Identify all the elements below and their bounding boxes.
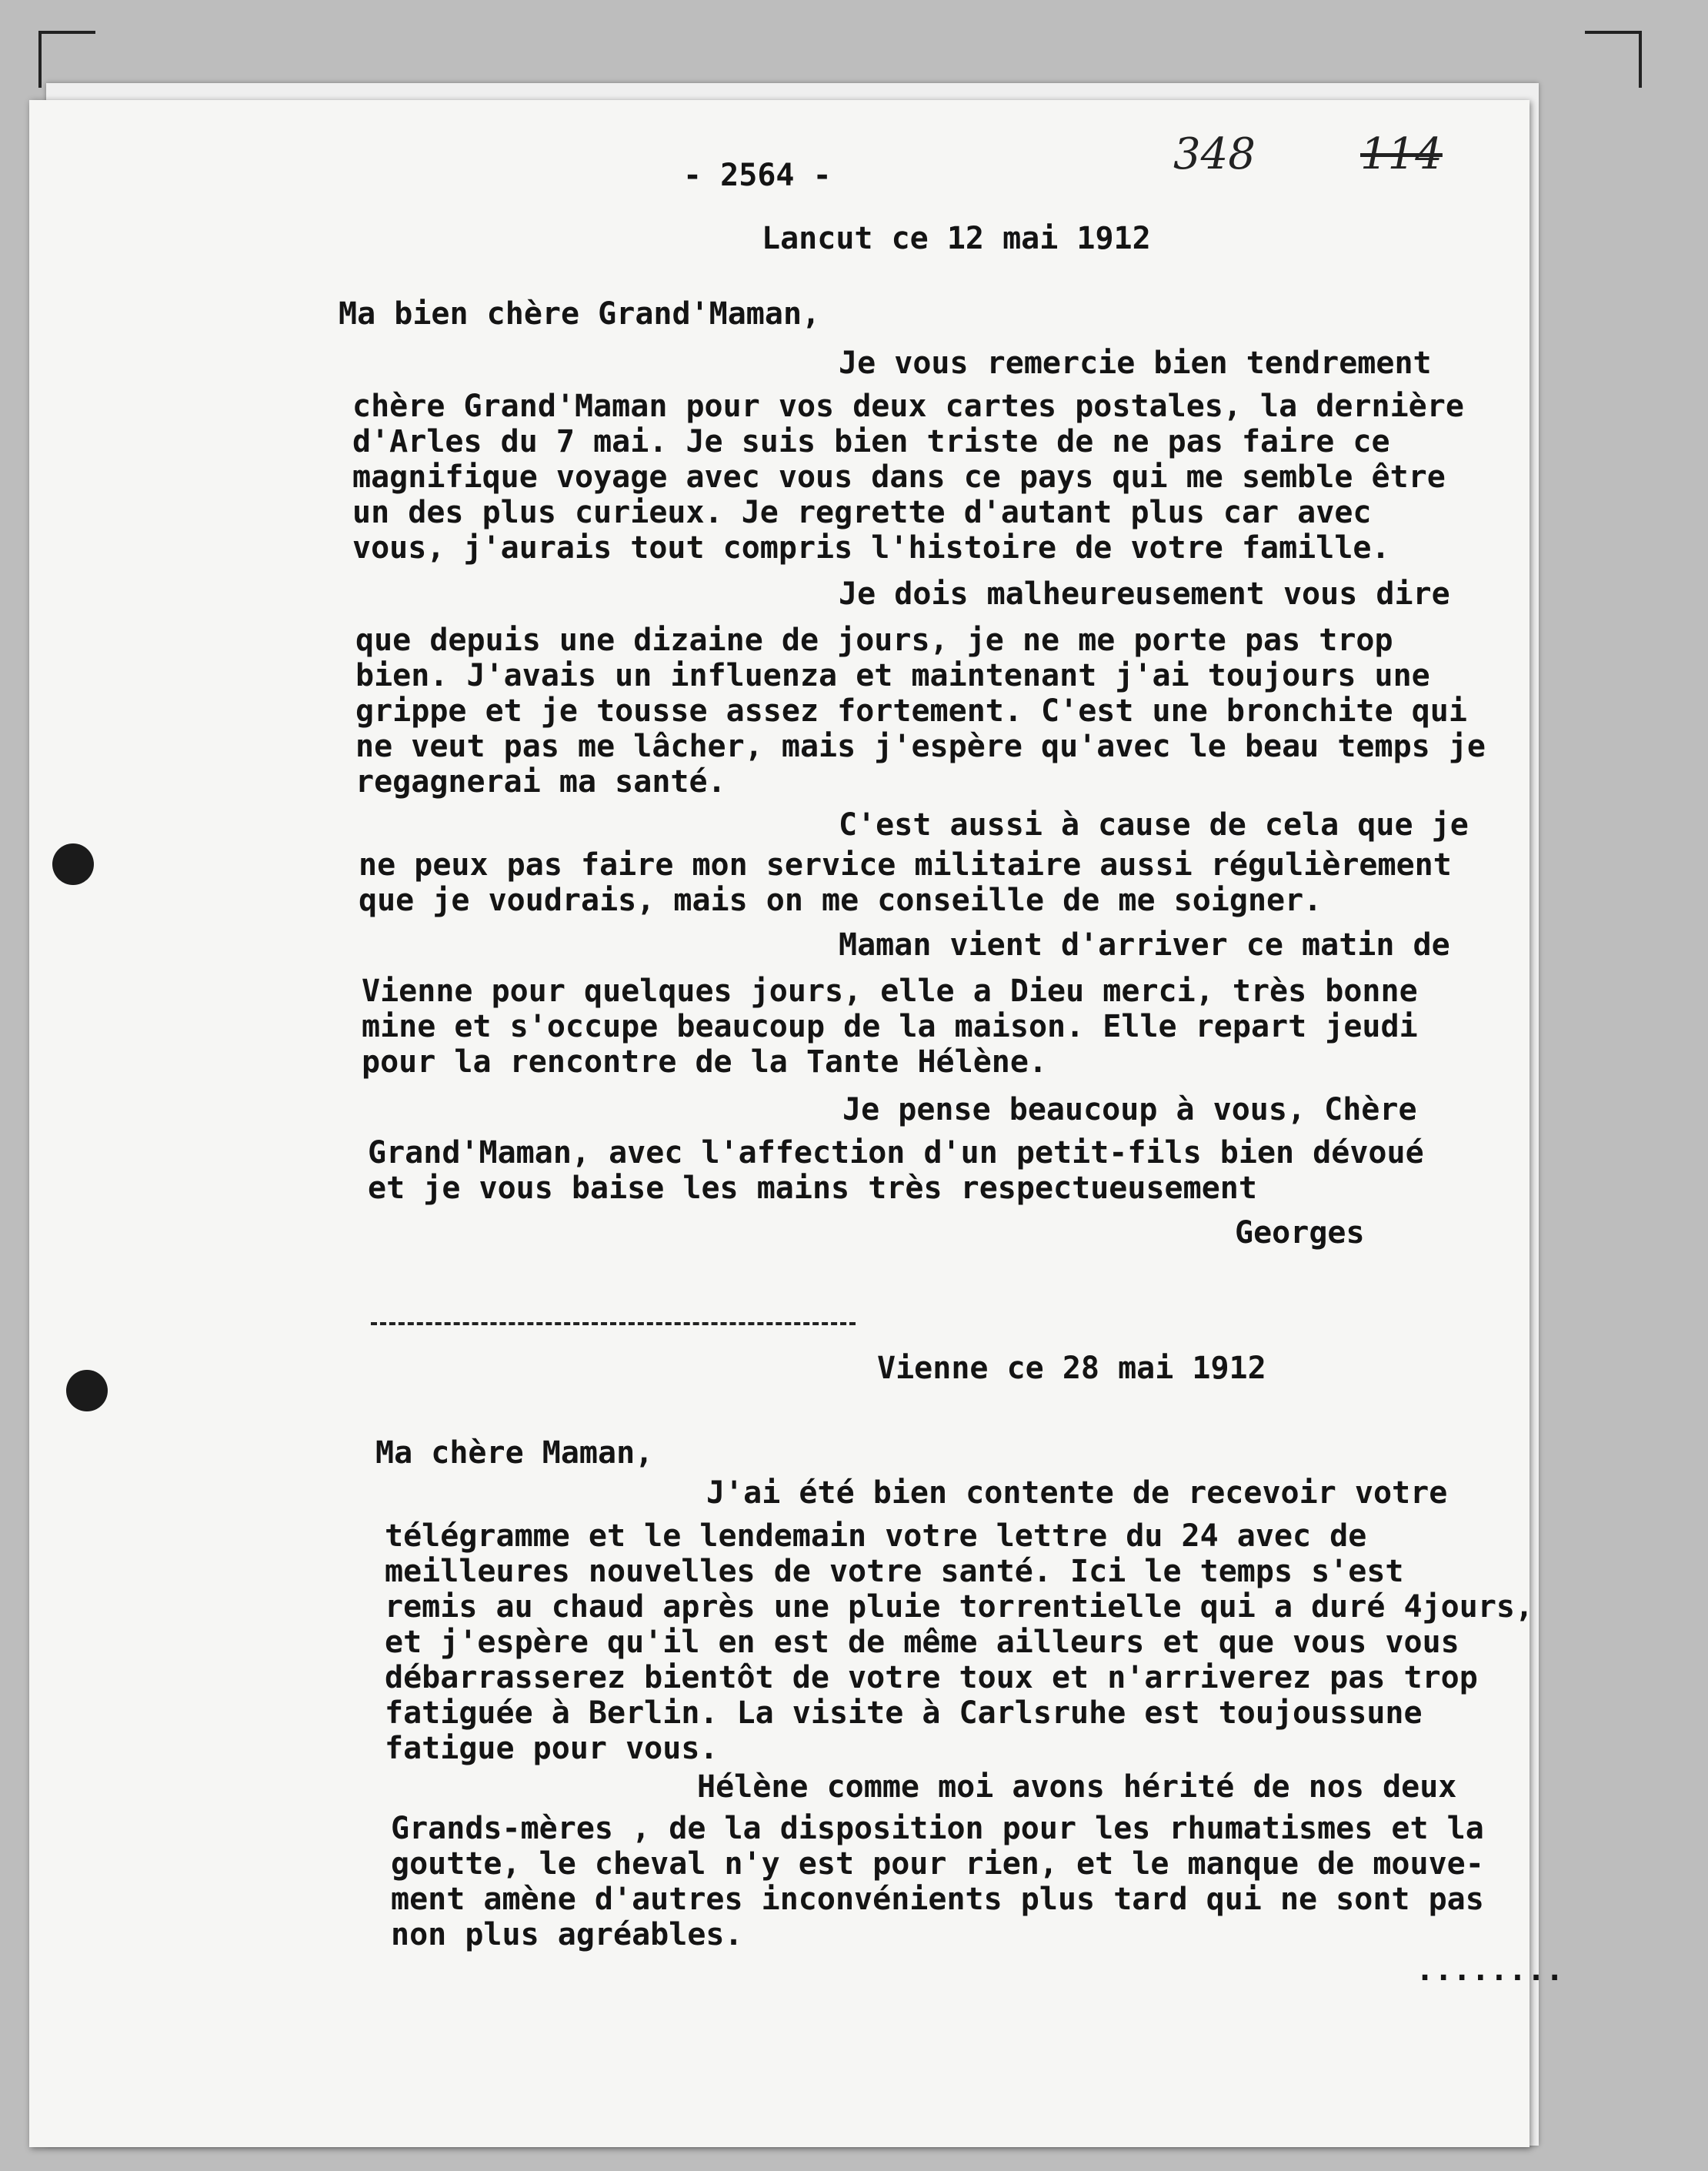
letter1-signature: Georges [1235,1215,1365,1251]
letter1-salutation: Ma bien chère Grand'Maman, [339,296,821,332]
letter1-line: chère Grand'Maman pour vos deux cartes postales, la dernière [352,389,1464,424]
letter2-line: fatigue pour vous. [385,1731,719,1766]
letter2-line: meilleures nouvelles de votre santé. Ici le temps s'est [385,1554,1404,1589]
letter1-line: bien. J'avais un influenza et maintenant j'ai toujours une [355,658,1430,693]
punch-hole-icon [66,1370,108,1411]
punch-hole-icon [52,843,94,885]
letter1-line: Vienne pour quelques jours, elle a Dieu merci, très bonne [362,974,1418,1009]
handwritten-folio-number: 348 [1173,129,1256,179]
letter2-salutation: Ma chère Maman, [375,1435,654,1471]
letter-separator [371,1322,856,1325]
letter2-line: et j'espère qu'il en est de même ailleurs et que vous vous [385,1625,1459,1660]
letter1-dateline: Lancut ce 12 mai 1912 [762,221,1151,256]
letter1-line: pour la rencontre de la Tante Hélène. [362,1044,1048,1080]
letter1-line: d'Arles du 7 mai. Je suis bien triste de ne pas faire ce [352,424,1390,459]
letter1-line: Grand'Maman, avec l'affection d'un petit-fils bien dévoué [368,1135,1424,1171]
letter2-line: fatiguée à Berlin. La visite à Carlsruhe est toujoussune [385,1695,1423,1731]
letter2-line: J'ai été bien contente de recevoir votre [706,1475,1448,1511]
letter1-line: vous, j'aurais tout compris l'histoire de votre famille. [352,530,1390,566]
page-number: - 2564 - [683,158,832,193]
letter1-line: grippe et je tousse assez fortement. C'est une bronchite qui [355,693,1467,729]
letter2-line: Grands-mères , de la disposition pour les rhumatismes et la [391,1811,1484,1846]
letter2-line: ment amène d'autres inconvénients plus tard qui ne sont pas [391,1882,1484,1917]
crop-mark-top-left [38,31,95,88]
letter1-line: ne peux pas faire mon service militaire aussi régulièrement [359,847,1452,883]
letter1-line: Maman vient d'arriver ce matin de [839,927,1450,963]
letter1-line: et je vous baise les mains très respectueusement [368,1171,1257,1206]
letter2-line: non plus agréables. [391,1917,743,1952]
letter2-line: télégramme et le lendemain votre lettre du 24 avec de [385,1518,1367,1554]
letter1-line: ne veut pas me lâcher, mais j'espère qu'avec le beau temps je [355,729,1486,764]
letter1-line: Je vous remercie bien tendrement [839,346,1432,381]
letter1-line: Je dois malheureusement vous dire [839,576,1450,612]
letter2-line: débarrasserez bientôt de votre toux et n'arriverez pas trop [385,1660,1478,1695]
letter1-line: que je voudrais, mais on me conseille de me soigner. [359,883,1323,918]
letter1-line: regagnerai ma santé. [355,764,726,800]
letter1-line: un des plus curieux. Je regrette d'autant plus car avec [352,495,1372,530]
continuation-dots: ........ [1416,1952,1564,1988]
handwritten-folio-number-crossed: 114 [1360,129,1443,179]
letter1-line: que depuis une dizaine de jours, je ne me porte pas trop [355,623,1393,658]
crop-mark-top-right [1585,31,1642,88]
letter2-line: remis au chaud après une pluie torrentielle qui a duré 4jours, [385,1589,1534,1625]
letter1-line: C'est aussi à cause de cela que je [839,807,1469,843]
letter1-line: mine et s'occupe beaucoup de la maison. Elle repart jeudi [362,1009,1418,1044]
letter2-dateline: Vienne ce 28 mai 1912 [877,1351,1266,1386]
letter2-line: goutte, le cheval n'y est pour rien, et le manque de mouve- [391,1846,1484,1882]
letter1-line: Je pense beaucoup à vous, Chère [842,1092,1417,1127]
letter1-line: magnifique voyage avec vous dans ce pays qui me semble être [352,459,1446,495]
letter2-line: Hélène comme moi avons hérité de nos deux [697,1769,1457,1805]
